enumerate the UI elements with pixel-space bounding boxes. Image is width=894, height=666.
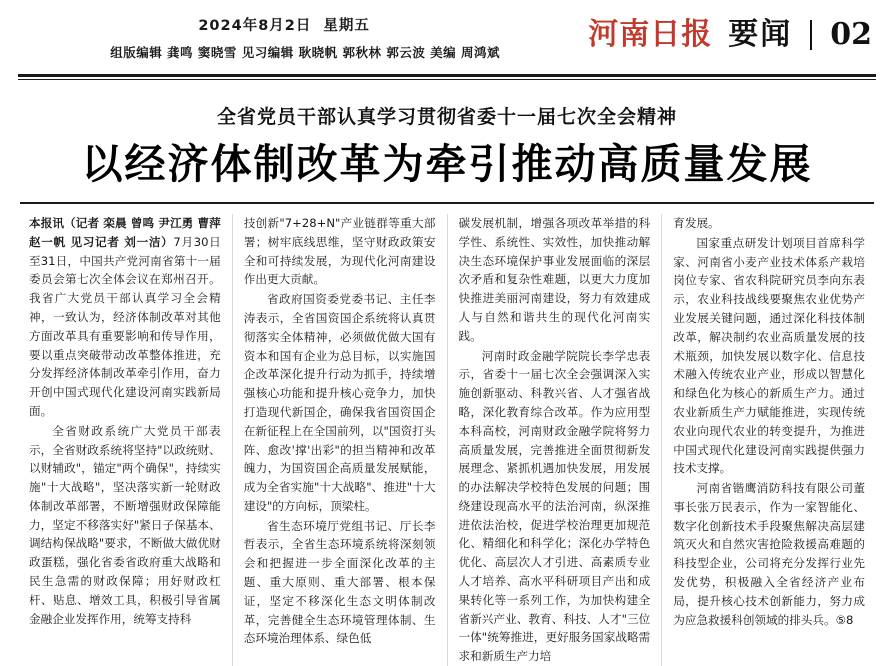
masthead-rule-thick: [18, 74, 876, 77]
headline-block: [18, 80, 876, 188]
headline-rule: [20, 202, 874, 204]
paragraph-text: 7月30日至31日，中国共产党河南省第十一届委员会第七次全体会议在郑州召开。我省广大党员干部认真学习全会精神，一致认为，经济体制改革对其他方面改革具有重要影响和传导作用，要以重点突破带动改革整体推进，充分发挥经济体制改革牵引作用，奋力开创中国式现代化建设河南实践新局面。: [29, 234, 221, 418]
paragraph: 省政府国资委党委书记、主任李涛表示，全省国资国企系统将认真贯彻落实全体精神，必须做优做大国有资本和国有企业为总目标，以实施国企改革深化提升行动为抓手，持续增强核心功能和提升核心竞争力，加快打造现代新国企，确保我省国资国企在新征程上在全国前列，以"国资打头阵、愈改'撑'出彩"的担当精神和改革魄力，为国资国企高质量发展赋能，成为全省实施"十大战略"、推进"十大建设"的方向标，顶梁柱。: [243, 292, 436, 513]
main-headline: 以经济体制改革为牵引推动高质量发展: [81, 140, 813, 188]
paragraph-last: 河南省锴鹰消防科技有限公司董事长张万民表示，作为一家智能化、数字化创新技术手段聚焦解决高层建筑灭火和自然灾害抢险救援高难题的科技型企业，公司将充分发挥行业先发优势，积极融入全省经济产业布局，提升核心技术创新能力，努力成为应急救援科创领域的排头兵。⑤8: [673, 481, 865, 627]
dateline: [62, 14, 588, 35]
paragraph: 国家重点研发计划项目首席科学家、河南省小麦产业技术体系产栽培岗位专家、省农科院研究员李向东表示，农业科技战线要聚焦农业优势产业发展关键问题，通过深化科技体制改革，解决制约农业高质量发展的技术瓶颈，加快发展以数字化、信息技术融入传统农业产业，形成以智慧化和绿色化为核心的新质生产力。通过农业新质生产力赋能推进，实现传统农业向现代农业的转变提升，为推进中国式现代化建设河南实践提供强力技术支撑。: [673, 235, 865, 476]
masthead-left: [18, 0, 588, 61]
paragraph-continued: 技创新"7+28+N"产业链群等重大部署；树牢底线思维，坚守财政政策安全和可持续发展，为现代化河南建设作出更大贡献。: [243, 216, 436, 287]
paragraph: 河南时政金融学院院长李学忠表示，省委十一届七次全会强调深入实施创新驱动、科教兴省、人才强省战略，深化教育综合改革。作为应用型本科高校，河南财政金融学院将努力高质量发展，完善推进全面贯彻新发展理念、紧抓机遇加快发展，用发展的办法解决学校特色发展的问题；围绕建设现高水平的法治河南，纵深推进依法治校，促进学校治理更加规范化、精细化和科学化；深化办学特色优化、高层次人才引进、高素质专业人才培养、高水平科研项目产出和成果转化等一系列工作，为加快构建全省新兴产业、教育、科技、人才"三位一体"统筹推进，更好服务国家战略需求和新质生产力培: [458, 348, 651, 664]
paragraph: 省生态环境厅党组书记、厅长李哲表示，全省生态环境系统将深刻领会和把握进一步全面深化改革的主题、重大原则、重大部署、根本保证，坚定不移深化生态文明体制改革，完善健全生态环境管理体制、生态环境治理体系、绿色低: [243, 518, 436, 646]
paper-name: 河南日报: [588, 17, 713, 52]
paragraph-lead: [29, 214, 221, 421]
paragraph-continued: 育发展。: [673, 216, 720, 231]
publication-date: 2024年8月2日: [198, 18, 312, 34]
column-4: [661, 214, 876, 666]
article-columns: [18, 214, 876, 666]
byline: 本报讯（记者 栾晨 曾鸣 尹江勇 曹萍 赵一帆 见习记者 刘一洁）: [29, 216, 221, 249]
publication-weekday: 星期五: [323, 18, 370, 34]
column-3: [447, 214, 662, 666]
section-name: 要闻: [728, 17, 793, 52]
masthead: [18, 0, 876, 72]
editors-credits: 组版编辑 龚鸣 窦晓雪 见习编辑 耿晓帆 郭秋林 郭云波 美编 周鸿斌: [110, 45, 501, 60]
shoulder-headline: 全省党员干部认真学习贯彻省委十一届七次全会精神: [216, 106, 677, 128]
paragraph-continued: 碳发展机制，增强各项改革举措的科学性、系统性、实效性，加快推动解决生态环境保护事业发展面临的深层次矛盾和复杂性难题，以更大力度加快推进美丽河南建设，努力有效建成人与自然和谐共生的现代化河南实践。: [458, 216, 651, 343]
paragraph: 全省财政系统广大党员干部表示，全省财政系统将坚持"以政统财、以财辅政"，锚定"两个确保"，持续实施"十大战略"，坚决落实新一轮财政体制改革部署，不断增强财政保障能力，坚定不移落实好"紧日子保基本、调结构保战略"要求，不断做大做优财政蛋糕，强化省委省政府重大战略和民生急需的财政保障；用好财政杠杆、贴息、增效工具，积极引导省属金融企业发挥作用，统筹支持科: [29, 423, 221, 626]
section-divider-line: [810, 20, 812, 50]
column-1: [18, 214, 232, 666]
column-2: [232, 214, 447, 666]
masthead-right: [588, 0, 876, 50]
page-number: 02: [830, 17, 872, 52]
